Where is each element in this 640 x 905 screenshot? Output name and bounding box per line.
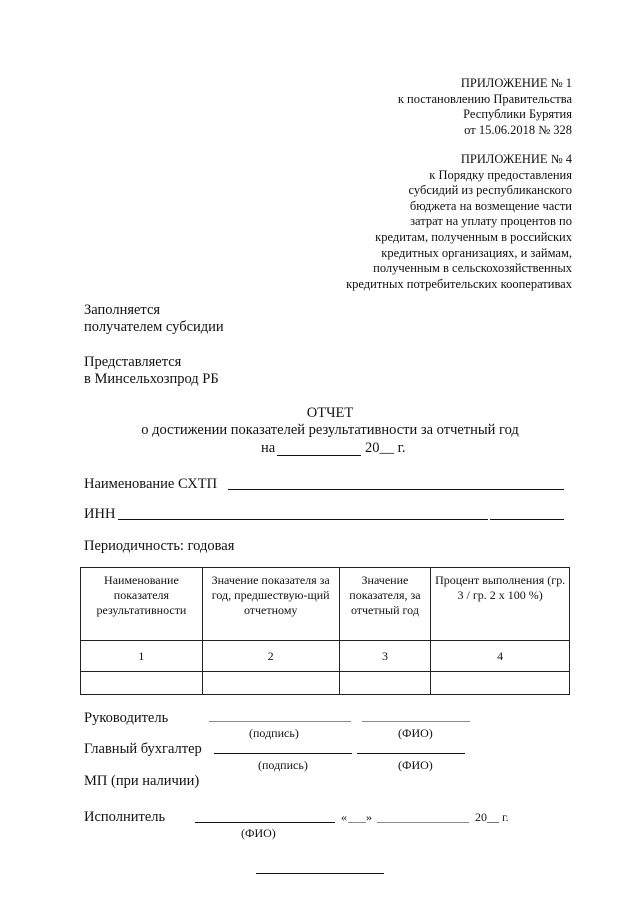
table-row [81, 672, 570, 695]
month-blank-line[interactable] [377, 822, 469, 823]
report-title: ОТЧЕТ [306, 405, 354, 421]
appendix-4-line: кредитных организациях, и займам, [381, 245, 572, 260]
appendix-4-line: бюджета на возмещение части [409, 198, 572, 213]
name-label: Наименование СХТП [84, 476, 218, 492]
table-number-row [81, 641, 570, 672]
report-subtitle: о достижении показателей результативности за отчетный год [141, 422, 519, 438]
head-fio-caption: (ФИО) [398, 726, 433, 740]
table-number-cell: 1 [81, 641, 203, 672]
table-header-cell: Значение показателя, за отчетный год [339, 568, 431, 641]
table-header-cell: Процент выполнения (гр. 3 / гр. 2 х 100 %) [431, 568, 570, 641]
accountant-signature-caption: (подпись) [258, 758, 308, 772]
accountant-signature-line[interactable] [214, 753, 352, 754]
submitted-to-block [84, 354, 219, 388]
table-cell[interactable] [339, 672, 431, 695]
executor-fio-line[interactable] [195, 822, 335, 823]
table-cell[interactable] [81, 672, 203, 695]
table-number-cell: 3 [339, 641, 431, 672]
bottom-separator [256, 873, 384, 874]
inn-label: ИНН [84, 506, 116, 522]
accountant-fio-line[interactable] [357, 753, 465, 754]
inn-input-line-extra[interactable] [490, 519, 564, 520]
day-blank-line[interactable] [348, 822, 366, 823]
head-signature-line[interactable] [209, 721, 351, 722]
appendix-4-block [346, 152, 572, 292]
appendix-1-line: Республики Бурятия [463, 107, 572, 122]
stamp-text: МП (при наличии) [84, 773, 200, 789]
table-header-cell: Значение показателя за год, предшествую-щий отчетному [202, 568, 339, 641]
indicators-table [80, 567, 570, 695]
table-cell[interactable] [431, 672, 570, 695]
year-suffix: 20__ г. [365, 440, 406, 456]
appendix-4-line: затрат на уплату процентов по [410, 214, 572, 229]
appendix-1-block [398, 76, 572, 138]
accountant-label: Главный бухгалтер [84, 741, 202, 757]
year-prefix: на [261, 440, 276, 456]
appendix-4-line: кредитных потребительских кооперативах [346, 276, 572, 291]
executor-fio-caption: (ФИО) [241, 826, 276, 840]
appendix-1-line: к постановлению Правительства [397, 91, 572, 106]
executor-label: Исполнитель [84, 809, 166, 825]
filled-by-block [84, 302, 224, 336]
filled-by-line: Заполняется [84, 302, 161, 318]
quote-close: » [366, 810, 372, 824]
table-header-row [81, 568, 570, 641]
executor-year: 20__ г. [475, 810, 509, 824]
appendix-4-line: кредитам, полученным в российских [375, 229, 572, 244]
table-header-cell: Наименование показателя результативности [81, 568, 203, 641]
submitted-to-line: Представляется [84, 354, 182, 370]
appendix-4-line: к Порядку предоставления [429, 167, 572, 182]
inn-input-line[interactable] [118, 519, 488, 520]
head-signature-caption: (подпись) [249, 726, 299, 740]
name-input-line[interactable] [228, 489, 564, 490]
head-label: Руководитель [84, 710, 169, 726]
head-fio-line[interactable] [362, 721, 470, 722]
appendix-4-line: полученным в сельскохозяйственных [373, 261, 572, 276]
appendix-4-line: ПРИЛОЖЕНИЕ № 4 [460, 152, 572, 166]
quote-open: « [341, 810, 347, 824]
table-number-cell: 4 [431, 641, 570, 672]
year-blank-line [277, 455, 361, 456]
filled-by-line: получателем субсидии [84, 319, 224, 335]
appendix-4-line: субсидий из республиканского [408, 183, 572, 198]
table-number-cell: 2 [202, 641, 339, 672]
submitted-to-line: в Минсельхозпрод РБ [84, 371, 219, 387]
periodicity-text: Периодичность: годовая [84, 538, 235, 554]
accountant-fio-caption: (ФИО) [398, 758, 433, 772]
appendix-1-line: ПРИЛОЖЕНИЕ № 1 [460, 76, 572, 90]
table-cell[interactable] [202, 672, 339, 695]
appendix-1-line: от 15.06.2018 № 328 [464, 122, 572, 137]
